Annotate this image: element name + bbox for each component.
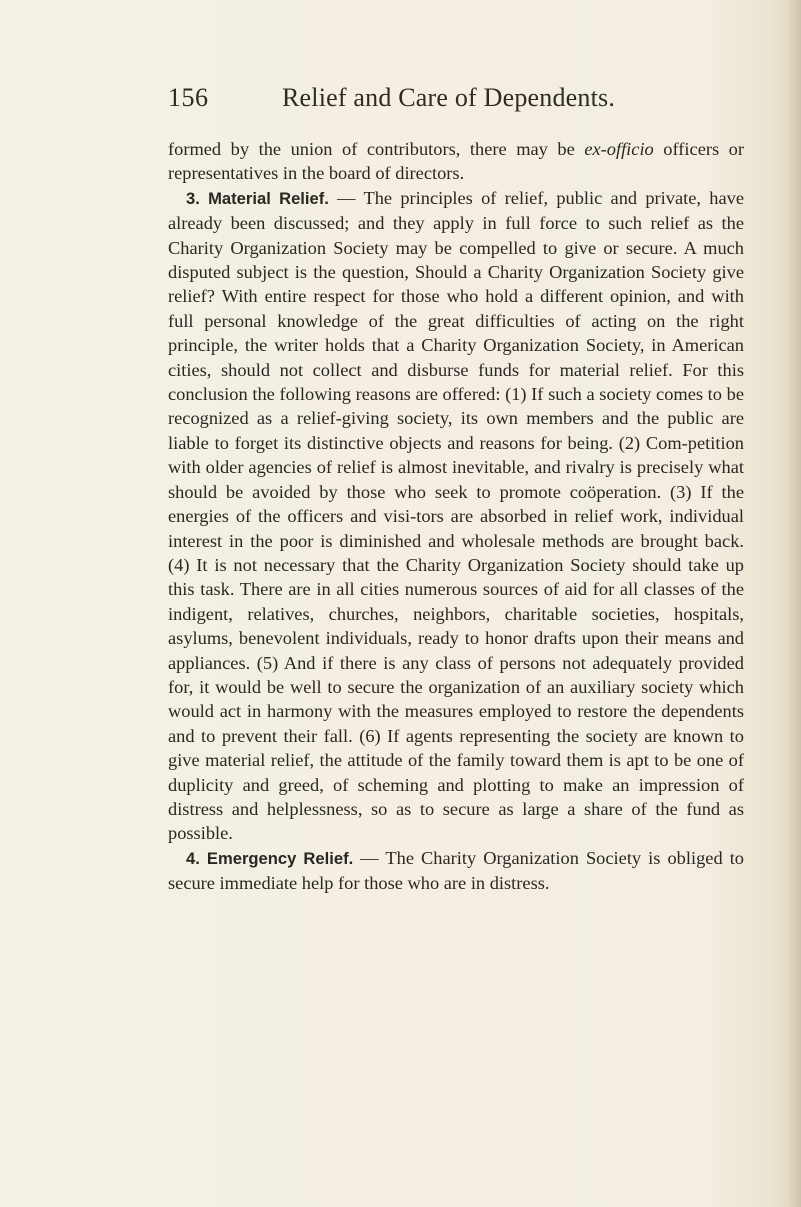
section-text: — The Charity Organization Society is obliged to secure immediate help for those who are in distress. bbox=[168, 847, 744, 894]
section-material-relief bbox=[168, 186, 744, 846]
section-title: Material Relief. bbox=[208, 188, 329, 208]
paragraph-text: officers or representatives in the board of directors. bbox=[168, 139, 744, 184]
page-edge-shadow bbox=[787, 0, 801, 1207]
section-text: — The principles of relief, public and private, have already been discussed; and they apply in full force to such relief as the Charity Organization Society may be compelled to give or secure. A much disputed subject is the question, Should a Charity Organization Society give relief? With entire respect for those who hold a different opinion, and with full personal knowledge of the great difficulties of acting on the right principle, the writer holds that a Charity Organization Society, in American cities, should not collect and disburse funds for material relief. For this conclusion the following reasons are offered: (1) If such a society comes to be recognized as a relief-giving society, its own members and the public are liable to forget its distinctive objects and reasons for being. (2) Com-petition with older agencies of relief is almost inevitable, and rivalry is precisely what should be avoided by those who seek to promote coöperation. (3) If the energies of the officers and visi-tors are absorbed in relief work, individual interest in the poor is diminished and wholesale methods are brought back. (4) It is not necessary that the Charity Organization Society should take up this task. There are in all cities numerous sources of aid for all classes of the indigent, relatives, churches, neighbors, charitable societies, hospitals, asylums, benevolent individuals, ready to honor drafts upon their means and appliances. (5) And if there is any class of persons not adequately provided for, it would be well to secure the organization of an auxiliary society which would act in harmony with the measures employed to restore the dependents and to prevent their fall. (6) If agents representing the society are known to give material relief, the attitude of the family toward them is apt to be one of duplicity and greed, of scheming and plotting to make an impression of distress and helplessness, so as to secure as large a share of the fund as possible. bbox=[168, 187, 744, 844]
paragraph-text: formed by the union of contributors, there may be bbox=[168, 139, 585, 159]
page-header bbox=[168, 83, 728, 123]
body-text bbox=[168, 137, 744, 896]
page-number: 156 bbox=[168, 83, 209, 112]
running-head: Relief and Care of Dependents. bbox=[282, 83, 616, 112]
italic-term: ex-officio bbox=[584, 139, 654, 159]
section-number: 4. bbox=[186, 848, 200, 868]
section-emergency-relief bbox=[168, 846, 744, 896]
section-number: 3. bbox=[186, 188, 200, 208]
paragraph-continuation bbox=[168, 137, 744, 186]
section-title: Emergency Relief. bbox=[206, 848, 354, 868]
